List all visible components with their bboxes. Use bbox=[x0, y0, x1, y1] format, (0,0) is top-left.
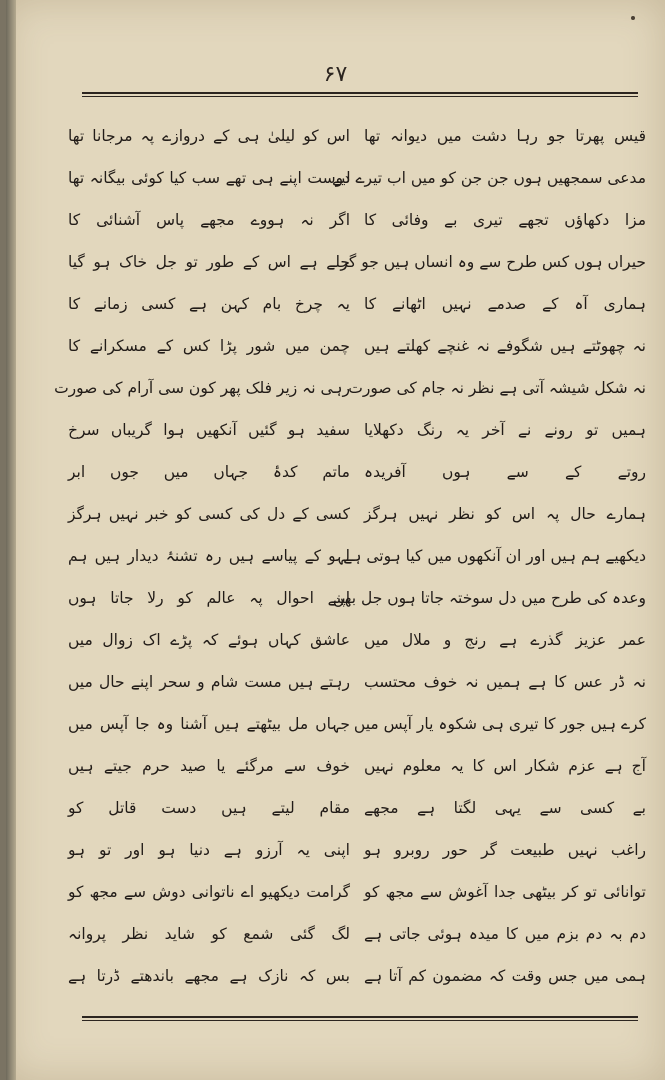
verse-line: دیکھیے ہم ہیں اور ان آنکھوں میں کیا ہوتی ہے bbox=[343, 547, 646, 565]
verse-line: یہ چرخ بام کہن ہے کسی زمانے کا bbox=[68, 295, 350, 313]
header-rule bbox=[82, 92, 638, 97]
verse-line: اگر نہ ہووے مجھے پاس آشنائی کا bbox=[68, 211, 350, 229]
book-page bbox=[6, 0, 665, 1080]
left-verse-column bbox=[54, 112, 350, 1002]
verse-line: روتے کے سے ہوں آفریدہ bbox=[364, 463, 646, 481]
verse-line: اس کو لیلیٰ ہی کے دروازے پہ مرجانا تھا bbox=[68, 127, 350, 145]
verse-line: بے کسی سے یہی لگتا ہے مجھے bbox=[364, 799, 646, 817]
verse-line: رہی نہ زیر فلک پھر کون سی آرام کی صورت bbox=[54, 379, 350, 397]
verse-columns bbox=[54, 112, 646, 1002]
book-spine-shadow bbox=[6, 0, 16, 1080]
verse-line: خوف سے مرگئے یا صید حرم جیتے ہیں bbox=[68, 757, 350, 775]
verse-line: گرامت دیکھیو اے ناتوانی دوش سے مجھ کو bbox=[68, 883, 350, 901]
verse-line: ہماری آہ کے صدمے نہیں اٹھانے کا bbox=[364, 295, 646, 313]
verse-line: کرے ہیں جور کا تیری ہی شکوہ یار آپس میں bbox=[353, 715, 646, 733]
verse-line: ہمی میں جس وقت کہ مضمون کم آتا ہے bbox=[364, 967, 646, 985]
verse-line: جہاں مل بیٹھتے ہیں آشنا وہ جا آپس میں bbox=[68, 715, 350, 733]
verse-line: مدعی سمجھیں ہوں جن جن کو میں اب تیرے لیے bbox=[332, 169, 646, 187]
verse-line: مزا دکھاؤں تجھے تیری بے وفائی کا bbox=[364, 211, 646, 229]
verse-line: دم بہ دم بزم میں کا میدہ ہوئی جاتی ہے bbox=[364, 925, 646, 943]
verse-line: اپنی یہ آرزو ہے دنیا ہو اور تو ہو bbox=[68, 841, 350, 859]
verse-line: ہمیں تو رونے نے آخر یہ رنگ دکھلایا bbox=[364, 421, 646, 439]
verse-line: لگ گئی شمع کو شاید نظر پروانہ bbox=[68, 925, 350, 943]
verse-line: نہ شکل شیشہ آتی ہے نظر نہ جام کی صورت bbox=[348, 379, 646, 397]
footer-rule bbox=[82, 1016, 638, 1021]
verse-line: نہ چھوٹتے ہیں شگوفے نہ غنچے کھلتے ہیں bbox=[364, 337, 646, 355]
verse-line: جلے ہے اس کے طور تو جل خاک ہو گیا bbox=[68, 253, 350, 271]
verse-line: مقام لیتے ہیں دست قاتل کو bbox=[68, 799, 350, 817]
verse-line: توانائی تو کر بیٹھی جدا آغوش سے مجھ کو bbox=[364, 883, 646, 901]
verse-line: کسی کے دل کی کسی کو خبر نہیں ہرگز bbox=[68, 505, 350, 523]
page-number: ۶۷ bbox=[323, 62, 348, 87]
verse-line: راغب نہیں طبیعت گر حور روبرو ہو bbox=[364, 841, 646, 859]
verse-line: عاشق کہاں ہوئے کہ پڑے اک زوال میں bbox=[68, 631, 350, 649]
verse-line: رہتے ہیں مست شام و سحر اپنے حال میں bbox=[68, 673, 350, 691]
verse-line: چمن میں شور پڑا کس کے مسکرانے کا bbox=[68, 337, 350, 355]
verse-line: حیراں ہوں کس طرح سے وہ انساں ہیں جو گر bbox=[340, 253, 646, 271]
verse-line: آج ہے عزم شکار اس کا یہ معلوم نہیں bbox=[364, 757, 646, 775]
verse-line: ہمارے حال پہ اس کو نظر نہیں ہرگز bbox=[364, 505, 646, 523]
verse-line: وعدہ کی طرح میں دل سوختہ جاتا ہوں جل بھن bbox=[332, 589, 646, 607]
verse-line: دوست اپنے ہی تھے سب کیا کوئی بیگانہ تھا bbox=[68, 169, 350, 187]
right-verse-column bbox=[332, 112, 646, 1002]
verse-line: بس کہ نازک ہے مجھے باندھتے ڈرتا ہے bbox=[68, 967, 350, 985]
verse-line: اپنے احوال پہ عالم کو رلا جاتا ہوں bbox=[68, 589, 350, 607]
verse-line: سفید ہو گئیں آنکھیں ہوا گریباں سرخ bbox=[68, 421, 350, 439]
verse-line: قیس پھرتا جو رہا دشت میں دیوانہ تھا bbox=[364, 127, 646, 145]
ink-dot bbox=[631, 16, 635, 20]
verse-line: ماتم کدۂ جہاں میں جوں ابر bbox=[68, 463, 350, 481]
verse-line: لہو کے پیاسے ہیں رہ تشنۂ دیدار ہیں ہم bbox=[68, 547, 350, 565]
verse-line: نہ ڈر عس کا ہے ہمیں نہ خوف محتسب bbox=[364, 673, 646, 691]
verse-line: عمر عزیز گذرے ہے رنج و ملال میں bbox=[364, 631, 646, 649]
